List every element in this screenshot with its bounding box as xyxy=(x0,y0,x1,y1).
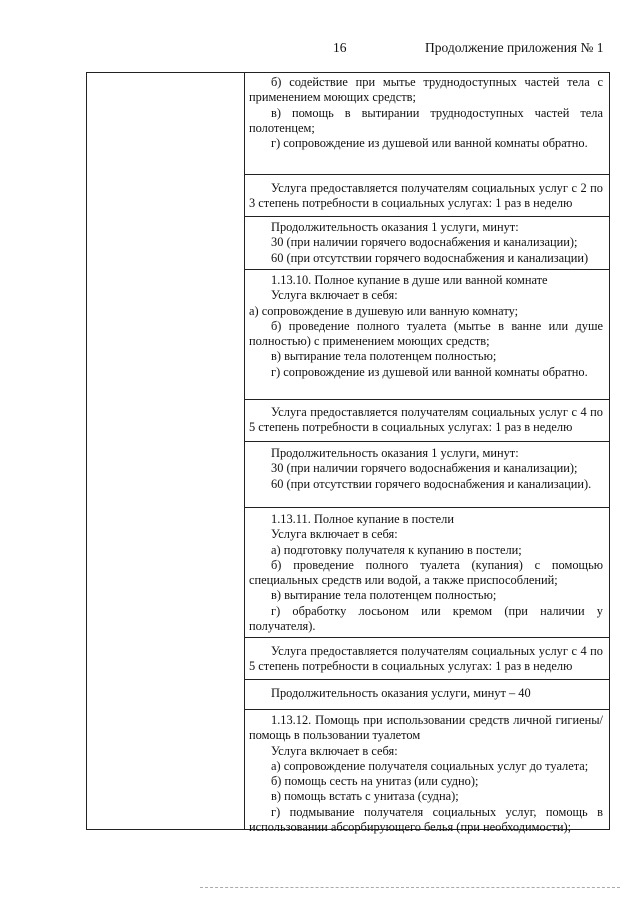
cell-line: б) проведение полного туалета (мытье в ванне или душе полностью) с применением моющих средств; xyxy=(249,318,603,349)
cell-line: Услуга включает в себя: xyxy=(271,743,398,758)
appendix-continuation-header: Продолжение приложения № 1 xyxy=(425,40,604,55)
table-cell-frequency xyxy=(245,399,609,441)
cell-line: Услуга включает в себя: xyxy=(271,288,398,303)
table-cell-hygiene-steps xyxy=(245,73,609,174)
scan-artifact-line xyxy=(200,887,620,888)
cell-line: Продолжительность оказания 1 услуги, минут: xyxy=(271,446,519,460)
cell-line: г) сопровождение из душевой или ванной комнаты обратно. xyxy=(271,136,588,151)
cell-line: а) сопровождение получателя социальных услуг до туалета; xyxy=(271,758,589,773)
services-table xyxy=(86,72,610,835)
table-cell-service-1-13-11 xyxy=(245,507,609,637)
cell-line: Услуга включает в себя: xyxy=(271,527,398,542)
table-cell-duration xyxy=(245,679,609,709)
table-cell-duration xyxy=(245,216,609,269)
cell-line: б) проведение полного туалета (купания) с помощью специальных средств или водой, а также приспособлений; xyxy=(249,557,603,588)
cell-line: 1.13.11. Полное купание в постели xyxy=(271,512,454,526)
cell-line: в) помощь встать с унитаза (судна); xyxy=(271,789,459,804)
table-left-column xyxy=(87,73,245,829)
cell-line: 60 (при отсутствии горячего водоснабжения и канализации) xyxy=(271,250,589,265)
cell-line: 1.13.12. Помощь при использовании средств личной гигиены/помощь в пользовании туалетом xyxy=(249,713,603,743)
cell-line: б) помощь сесть на унитаз (или судно); xyxy=(271,774,479,789)
cell-line: в) помощь в вытирании труднодоступных частей тела полотенцем; xyxy=(249,105,603,135)
page-number: 16 xyxy=(333,40,347,55)
cell-line: г) подмывание получателя социальных услуг, помощь в использовании абсорбирующего белья (при необходимости); xyxy=(249,804,603,835)
cell-line: 60 (при отсутствии горячего водоснабжения и канализации). xyxy=(271,476,592,491)
cell-line: в) вытирание тела полотенцем полностью; xyxy=(271,349,497,364)
cell-line: Продолжительность оказания услуги, минут – 40 xyxy=(271,686,531,700)
cell-line: в) вытирание тела полотенцем полностью; xyxy=(271,588,497,603)
table-cell-service-1-13-10 xyxy=(245,269,609,399)
cell-line: а) сопровождение в душевую или ванную комнату; xyxy=(249,303,519,318)
table-cell-frequency xyxy=(245,637,609,679)
cell-line: а) подготовку получателя к купанию в постели; xyxy=(271,542,522,557)
cell-line: Услуга предоставляется получателям социальных услуг с 4 по 5 степень потребности в социальных услугах: 1 раз в неделю xyxy=(249,405,603,435)
cell-line: Услуга предоставляется получателям социальных услуг с 4 по 5 степень потребности в социальных услугах: 1 раз в неделю xyxy=(249,644,603,674)
cell-line: б) содействие при мытье труднодоступных частей тела с применением моющих средств; xyxy=(249,75,603,105)
table-cell-service-1-13-12 xyxy=(245,709,609,835)
table-cell-frequency xyxy=(245,174,609,216)
cell-line: 1.13.10. Полное купание в душе или ванной комнате xyxy=(271,273,548,287)
cell-line: 30 (при наличии горячего водоснабжения и канализации); xyxy=(271,235,578,250)
cell-line: 30 (при наличии горячего водоснабжения и канализации); xyxy=(271,461,578,476)
cell-line: Услуга предоставляется получателям социальных услуг с 2 по 3 степень потребности в социальных услугах: 1 раз в неделю xyxy=(249,181,603,211)
table-cell-duration xyxy=(245,441,609,507)
cell-line: Продолжительность оказания 1 услуги, минут: xyxy=(271,220,519,234)
cell-line: г) обработку лосьоном или кремом (при наличии у получателя). xyxy=(249,603,603,634)
cell-line: г) сопровождение из душевой или ванной комнаты обратно. xyxy=(271,364,588,379)
